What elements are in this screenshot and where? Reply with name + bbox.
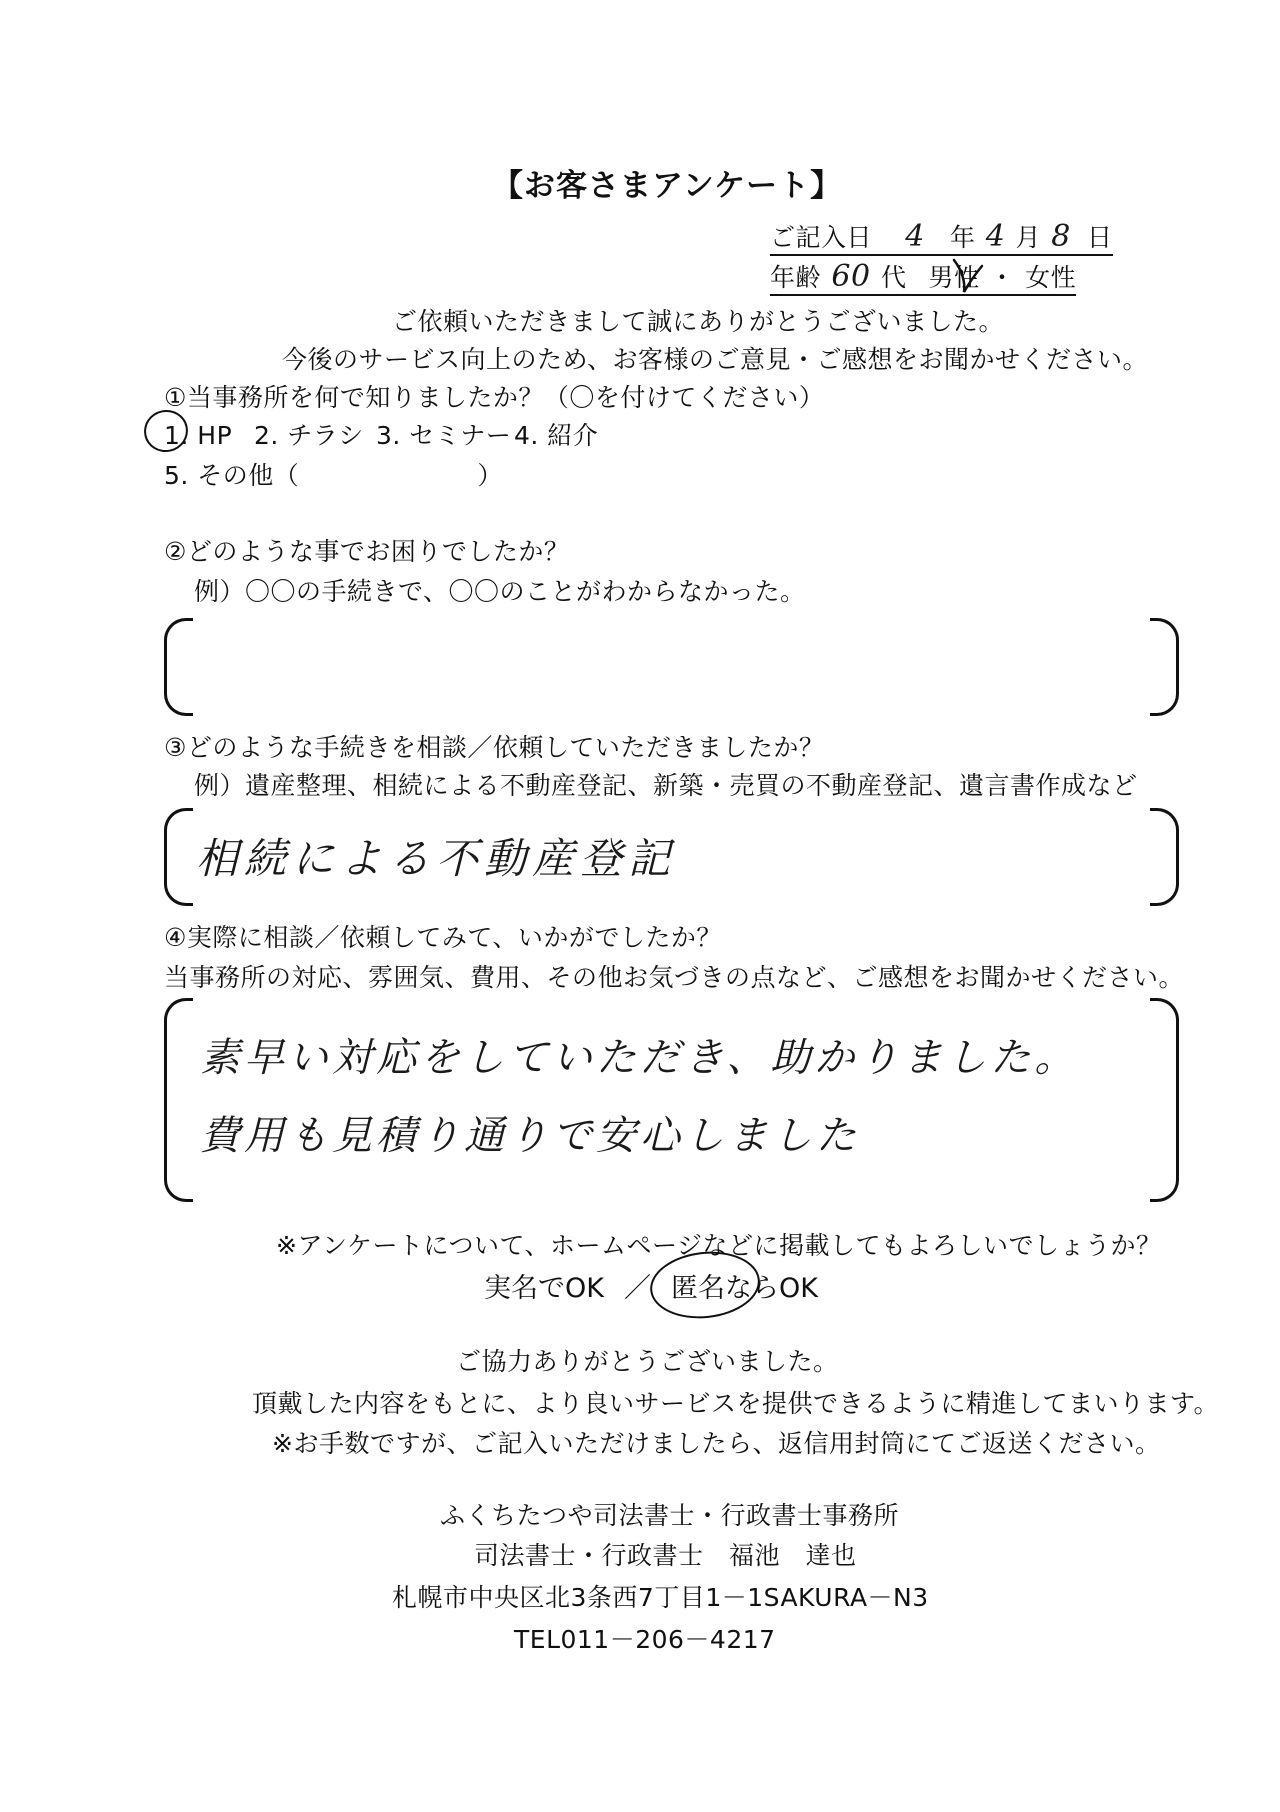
q3-question: ③どのような手続きを相談／依頼していただきましたか？ [164, 733, 825, 762]
q1-option-flyer: 2. チラシ [254, 421, 364, 450]
age-value: 60 [821, 259, 881, 296]
gender-separator: ・ [980, 258, 1026, 296]
q1-option-referral: 4. 紹介 [514, 421, 599, 450]
permission-separator: ／ [623, 1273, 651, 1304]
q1-question: ①当事務所を何で知りましたか？（〇を付けてください） [164, 383, 825, 412]
footer-representative: 司法書士・行政書士 福池 達也 [474, 1541, 857, 1570]
q1-other-label: 5. その他（ [164, 461, 300, 490]
footer-address: 札幌市中央区北3条西7丁目1－1SAKURA－N3 [392, 1583, 929, 1612]
q2-bracket-left [164, 618, 193, 716]
q1-other-close: ） [477, 461, 503, 490]
q3-answer: 相続による不動産登記 [196, 834, 677, 883]
footer-office: ふくちたつや司法書士・行政書士事務所 [440, 1501, 900, 1530]
entry-month-value: 4 [976, 219, 1016, 256]
q4-answer-line-2: 費用も見積り通りで安心しました [200, 1113, 860, 1159]
q4-question: ④実際に相談／依頼してみて、いかがでしたか？ [164, 923, 722, 952]
footer-tel: TEL011－206－4217 [514, 1625, 776, 1654]
entry-date-row [770, 218, 1113, 256]
gender-female: 女性 [1025, 258, 1076, 296]
entry-date-label: ご記入日 [770, 218, 880, 256]
q3-example: 例）遺産整理、相続による不動産登記、新築・売買の不動産登記、遺言書作成など [194, 771, 1138, 800]
closing-line-3: ※お手数ですが、ご記入いただけましたら、返信用封筒にてご返送ください。 [272, 1429, 1161, 1458]
q1-option-seminar: 3. セミナー [376, 421, 512, 450]
age-label: 年齢 [770, 258, 821, 296]
page-title: 【お客さまアンケート】 [492, 168, 843, 204]
entry-year-value: 4 [880, 219, 950, 256]
q4-bracket-left [164, 998, 193, 1202]
entry-year-label: 年 [950, 218, 976, 256]
q3-bracket-left [164, 808, 193, 906]
q2-question: ②どのような事でお困りでしたか？ [164, 537, 570, 566]
permission-real-name: 実名でOK [484, 1273, 604, 1304]
closing-line-2: 頂戴した内容をもとに、より良いサービスを提供できるように精進してまいります。 [252, 1389, 1220, 1418]
q3-bracket-right [1150, 808, 1179, 906]
entry-day-label: 日 [1081, 218, 1113, 256]
entry-day-value: 8 [1041, 219, 1081, 256]
q1-option-hp: 1. HP [164, 421, 233, 450]
intro-line-1: ご依頼いただきまして誠にありがとうございました。 [392, 307, 1005, 336]
q1-other [164, 456, 503, 492]
intro-line-2: 今後のサービス向上のため、お客様のご意見・ご感想をお聞かせください。 [282, 345, 1149, 374]
q2-bracket-right [1150, 618, 1179, 716]
gender-male: 男性 [929, 258, 980, 296]
age-row [770, 258, 1076, 296]
closing-line-1: ご協力ありがとうございました。 [456, 1347, 839, 1376]
q2-example: 例）〇〇の手続きで、〇〇のことがわからなかった。 [194, 577, 806, 606]
permission-anonymous-ok: OK [778, 1273, 818, 1304]
q4-example: 当事務所の対応、雰囲気、費用、その他お気づきの点など、ご感想をお聞かせください。 [164, 963, 1185, 992]
entry-month-label: 月 [1016, 218, 1042, 256]
male-check-mark [948, 248, 988, 298]
permission-question: ※アンケートについて、ホームページなどに掲載してもよろしいでしょうか？ [276, 1231, 1162, 1260]
permission-anonymous: 匿名なら [670, 1273, 779, 1304]
age-suffix: 代 [881, 258, 929, 296]
q4-bracket-right [1150, 998, 1179, 1202]
q4-answer-line-1: 素早い対応をしていただき、助かりました。 [200, 1035, 1079, 1081]
q1-options [164, 416, 598, 452]
